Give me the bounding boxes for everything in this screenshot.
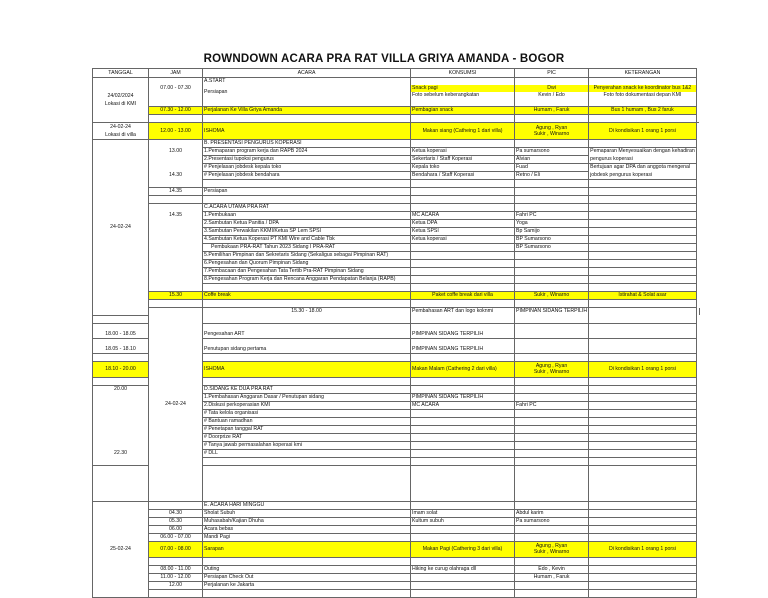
event-cell: 3.Sambutan Perwakilan KKMI/Ketua SP Lem SPSI bbox=[203, 228, 411, 236]
event-cell: Acara bebas bbox=[203, 525, 411, 533]
header-konsumsi: KONSUMSI bbox=[411, 69, 515, 78]
pic-cell: Agung , Ryan Sukir , Winarno bbox=[515, 361, 589, 377]
date-cell: 24-02-24 bbox=[93, 140, 149, 316]
table-row bbox=[93, 85, 700, 92]
note-cell: Foto foto dokumentasi depan KMI bbox=[589, 92, 697, 99]
table-row bbox=[93, 501, 700, 509]
table-row bbox=[93, 220, 700, 228]
note-cell: jobdesk pengurus koperasi bbox=[589, 172, 697, 180]
pic-cell: Dwi bbox=[515, 85, 589, 92]
time-cell: 08.00 - 11.00 bbox=[149, 565, 203, 573]
event-cell: Penutupan sidang pertama bbox=[203, 346, 411, 354]
consumption-cell: Imam solat bbox=[411, 509, 515, 517]
pic-cell: Agung , Ryan Sukir , Winarno bbox=[515, 541, 589, 557]
time-cell: 12.00 - 13.00 bbox=[149, 123, 203, 140]
consumption-cell: Makan Pagi (Cathering 3 dari villa) bbox=[411, 541, 515, 557]
section-heading: E. ACARA HARI MINGGU bbox=[203, 501, 411, 509]
table-row bbox=[93, 244, 700, 252]
pic-cell: Fahri PC bbox=[515, 401, 589, 409]
table-row bbox=[93, 156, 700, 164]
table-row bbox=[93, 581, 700, 589]
time-cell: 07.30 - 12.00 bbox=[149, 107, 203, 115]
event-cell: 1.Pemaparan program kerja dan RAPB 2024 bbox=[203, 148, 411, 156]
pic-cell: BP Sumarsono bbox=[515, 236, 589, 244]
header-keterangan: KETERANGAN bbox=[589, 69, 697, 78]
table-row bbox=[93, 252, 700, 260]
event-cell: 2.Diskusi perkoperasian KMI bbox=[203, 401, 411, 409]
location-text: Lokasi di KMI bbox=[104, 101, 137, 107]
consumption-cell: MC ACARA bbox=[411, 401, 515, 409]
event-cell: Perjalanan ke Jakarta bbox=[203, 581, 411, 589]
table-row bbox=[93, 78, 700, 86]
event-cell: 2.Sambutan Ketua Panitia / DPA bbox=[203, 220, 411, 228]
note-cell: Di kondisikan 1 orang 1 porsi bbox=[589, 361, 697, 377]
table-row bbox=[93, 533, 700, 541]
consumption-cell: Ketua koperasi bbox=[411, 236, 515, 244]
table-row bbox=[93, 509, 700, 517]
time-cell: 04.30 bbox=[149, 509, 203, 517]
table-row bbox=[93, 565, 700, 573]
table-row bbox=[93, 140, 700, 148]
header-acara: ACARA bbox=[203, 69, 411, 78]
event-cell: Persiapan bbox=[203, 188, 411, 196]
note-cell: Pemaparan Menyesuaikan dengan kehadiran bbox=[590, 148, 695, 155]
note-cell: pengurus koperasi bbox=[589, 156, 697, 164]
consumption-cell: PIMPINAN SIDANG TERPILIH bbox=[411, 393, 515, 401]
consumption-cell: Kultum subuh bbox=[411, 517, 515, 525]
event-cell: 4.Sambutan Ketua Koperasi PT KMI Wire and Cable Tbk bbox=[203, 236, 411, 244]
rundown-table bbox=[92, 68, 700, 598]
time-cell: 18.05 - 18.10 bbox=[93, 346, 149, 354]
pic-cell: Pa sumarsono bbox=[515, 148, 589, 156]
time-cell: 15.30 - 18.00 bbox=[203, 308, 411, 316]
consumption-cell: Paket coffe break dari villa bbox=[411, 292, 515, 300]
pic-cell: Yoga bbox=[515, 220, 589, 228]
table-row bbox=[93, 236, 700, 244]
time-cell: 12.00 bbox=[149, 581, 203, 589]
date-cell: 24-02-24 bbox=[149, 308, 203, 502]
time-cell: 07.00 - 07.30 bbox=[149, 85, 203, 92]
consumption-cell: Ketua koperasi bbox=[411, 148, 515, 156]
pic-cell: Alvian bbox=[515, 156, 589, 164]
table-row bbox=[93, 188, 700, 196]
consumption-cell: PIMPINAN SIDANG TERPILIH bbox=[516, 308, 588, 314]
event-cell: 6.Pengesahan dan Quorum Pimpinan Sidang bbox=[203, 260, 411, 268]
event-cell: Perjalanan Ke Villa Griya Amanda bbox=[203, 107, 411, 115]
table-row bbox=[93, 292, 700, 300]
event-cell: ISHOMA bbox=[203, 123, 411, 140]
time-cell: 15.30 bbox=[149, 292, 203, 300]
consumption-cell: Kepala toko bbox=[411, 164, 515, 172]
header-row bbox=[93, 69, 700, 78]
event-cell: # Tanya jawab permasalahan koperasi kmi bbox=[203, 441, 411, 449]
section-heading: B. PRESENTASI PENGURUS KOPERASI bbox=[203, 140, 411, 148]
pic-cell: Pa sumarsono bbox=[515, 517, 589, 525]
time-cell: 22.30 bbox=[93, 449, 149, 457]
pic-cell: Retno / Eli bbox=[515, 172, 589, 180]
note-cell: Penyerahan snack ke koordinator bus 1&2 bbox=[589, 85, 697, 92]
event-cell: Persiapan Check Out bbox=[203, 573, 411, 581]
time-cell: 14.30 bbox=[149, 172, 203, 180]
section-heading: D.SIDANG KE DUA PRA RAT bbox=[203, 385, 411, 393]
event-cell: ISHOMA bbox=[203, 361, 411, 377]
consumption-cell: Snack pagi bbox=[411, 85, 515, 92]
date-cell bbox=[93, 78, 149, 123]
pic-cell: Humam , Faruk bbox=[515, 573, 589, 581]
table-row bbox=[93, 276, 700, 284]
table-row bbox=[93, 212, 700, 220]
consumption-cell: MC ACARA bbox=[411, 212, 515, 220]
pic-cell: Agung , Ryan Sukir , Winarno bbox=[515, 123, 589, 140]
consumption-cell: Makan Malam (Cathering 2 dari villa) bbox=[411, 361, 515, 377]
event-cell: # Bantuan ramadhan bbox=[203, 417, 411, 425]
header-pic: PIC bbox=[515, 69, 589, 78]
pic-cell: Fahri PC bbox=[515, 212, 589, 220]
consumption-cell: Pembagian snack bbox=[411, 107, 515, 115]
date-text: 24/02/2024 bbox=[107, 93, 134, 99]
consumption-cell: PIMPINAN SIDANG TERPILIH bbox=[411, 346, 515, 354]
note-cell: Bus 1 humam , Bus 2 faruk bbox=[589, 107, 697, 115]
event-cell: # Doorprize RAT bbox=[203, 433, 411, 441]
table-row bbox=[93, 123, 700, 140]
section-heading: C.ACARA UTAMA PRA RAT bbox=[203, 204, 411, 212]
time-cell: 13.00 bbox=[149, 148, 203, 156]
note-cell: Di kondisikan 1 orang 1 porsi bbox=[589, 541, 697, 557]
event-cell: # Penetapan tanggal RAT bbox=[203, 425, 411, 433]
time-cell: 14.35 bbox=[149, 212, 203, 220]
event-cell: Sholat Subuh bbox=[203, 509, 411, 517]
time-cell: 20.00 bbox=[93, 385, 149, 393]
time-cell: 07.00 - 08.00 bbox=[149, 541, 203, 557]
date-cell bbox=[93, 123, 149, 140]
table-row bbox=[93, 573, 700, 581]
consumption-cell: Ketua SPSI bbox=[411, 228, 515, 236]
date-text: 24-02-24 bbox=[110, 124, 131, 130]
event-cell: Pembahasan ART dan logo koknmi bbox=[411, 308, 515, 316]
time-cell: 05.30 bbox=[149, 517, 203, 525]
time-cell: 11.00 - 12.00 bbox=[149, 573, 203, 581]
table-row bbox=[93, 164, 700, 172]
table-row bbox=[93, 308, 700, 316]
note-cell: Bertujuan agar DPA dan anggota mengenal bbox=[589, 164, 697, 172]
pic-cell: Edo , Kevin bbox=[515, 565, 589, 573]
time-cell: 18.10 - 20.00 bbox=[93, 361, 149, 377]
pic-cell: Sukir , Winarno bbox=[515, 292, 589, 300]
pic-cell: Fuad bbox=[515, 164, 589, 172]
table-row bbox=[93, 517, 700, 525]
header-jam: JAM bbox=[149, 69, 203, 78]
pic-cell: BP Sumarsono bbox=[515, 244, 589, 252]
document-title: ROWNDOWN ACARA PRA RAT VILLA GRIYA AMANDA - BOGOR bbox=[203, 53, 565, 65]
note-cell: Istirahat & Solat asar bbox=[589, 292, 697, 300]
event-cell: Outing bbox=[203, 565, 411, 573]
time-cell: 06.00 bbox=[149, 525, 203, 533]
pic-cell: Abdul karim bbox=[515, 509, 589, 517]
consumption-cell: Ketua DPA bbox=[411, 220, 515, 228]
consumption-cell: Hiking ke curug olahraga dll bbox=[411, 565, 515, 573]
table-row bbox=[93, 268, 700, 276]
event-cell: Persiapan bbox=[203, 85, 411, 99]
pic-cell: Bp Samijo bbox=[515, 228, 589, 236]
table-row bbox=[93, 260, 700, 268]
time-cell: 18.00 - 18.05 bbox=[93, 331, 149, 339]
section-heading: A.START bbox=[203, 78, 411, 86]
event-cell: Muhasabah/Kajian Dhuha bbox=[203, 517, 411, 525]
time-cell: 14.35 bbox=[149, 188, 203, 196]
event-cell: # Tata kelola organisasi bbox=[203, 409, 411, 417]
event-cell: Sarapan bbox=[203, 541, 411, 557]
event-cell: 5.Pemilihan Pimpinan dan Sekretaris Sidang (Sekaligus sebagai Pimpinan RAT) bbox=[203, 252, 411, 260]
event-cell: 7.Pembacaan dan Pengesahan Tata Tertib Pra-RAT Pimpinan Sidang bbox=[203, 268, 411, 276]
table-row bbox=[93, 541, 700, 557]
event-cell: Coffe break bbox=[203, 292, 411, 300]
note-cell: Di kondisikan 1 orang 1 porsi bbox=[589, 123, 697, 140]
consumption-cell: Foto sebelum keberangkatan bbox=[411, 92, 515, 99]
event-cell: # Penjelasan jobdesk bendahara bbox=[203, 172, 411, 180]
table-row bbox=[93, 172, 700, 180]
table-row bbox=[93, 107, 700, 115]
location-text: Lokasi di villa bbox=[105, 132, 136, 138]
pic-cell: Kevin / Edo bbox=[515, 92, 589, 99]
event-cell: Mandi Pagi bbox=[203, 533, 411, 541]
table-row bbox=[93, 525, 700, 533]
event-cell: # DLL bbox=[203, 449, 411, 457]
event-cell: 2.Presentasi tupoksi pengurus bbox=[203, 156, 411, 164]
consumption-cell: PIMPINAN SIDANG TERPILIH bbox=[411, 331, 515, 339]
consumption-cell: Sekertaris / Staff Koperasi bbox=[411, 156, 515, 164]
header-tanggal: TANGGAL bbox=[93, 69, 149, 78]
event-cell: 8.Pengesahan Program Kerja dan Rencana Anggaran Pendapatan Belanja (RAPB) bbox=[203, 276, 411, 284]
table-row bbox=[93, 228, 700, 236]
consumption-cell: Makan siang (Catheing 1 dari villa) bbox=[411, 123, 515, 140]
table-row bbox=[93, 148, 700, 156]
table-row bbox=[93, 204, 700, 212]
pic-cell: Humam , Faruk bbox=[515, 107, 589, 115]
event-cell: 1.Pembahasan Anggaran Dasar / Penutupan sidang bbox=[203, 393, 411, 401]
time-cell: 06.00 - 07.00 bbox=[149, 533, 203, 541]
event-cell: # Penjelasan jobdesk kepala toko bbox=[203, 164, 411, 172]
consumption-cell: Bendahara / Staff Koperasi bbox=[411, 172, 515, 180]
date-cell: 25-02-24 bbox=[93, 501, 149, 597]
event-cell: Pembukaan PRA-RAT Tahun 2023 Sidang I PRA-RAT bbox=[203, 244, 411, 252]
event-cell: 1.Pembukaan bbox=[203, 212, 411, 220]
event-cell: Pengesahan ART bbox=[203, 331, 411, 339]
